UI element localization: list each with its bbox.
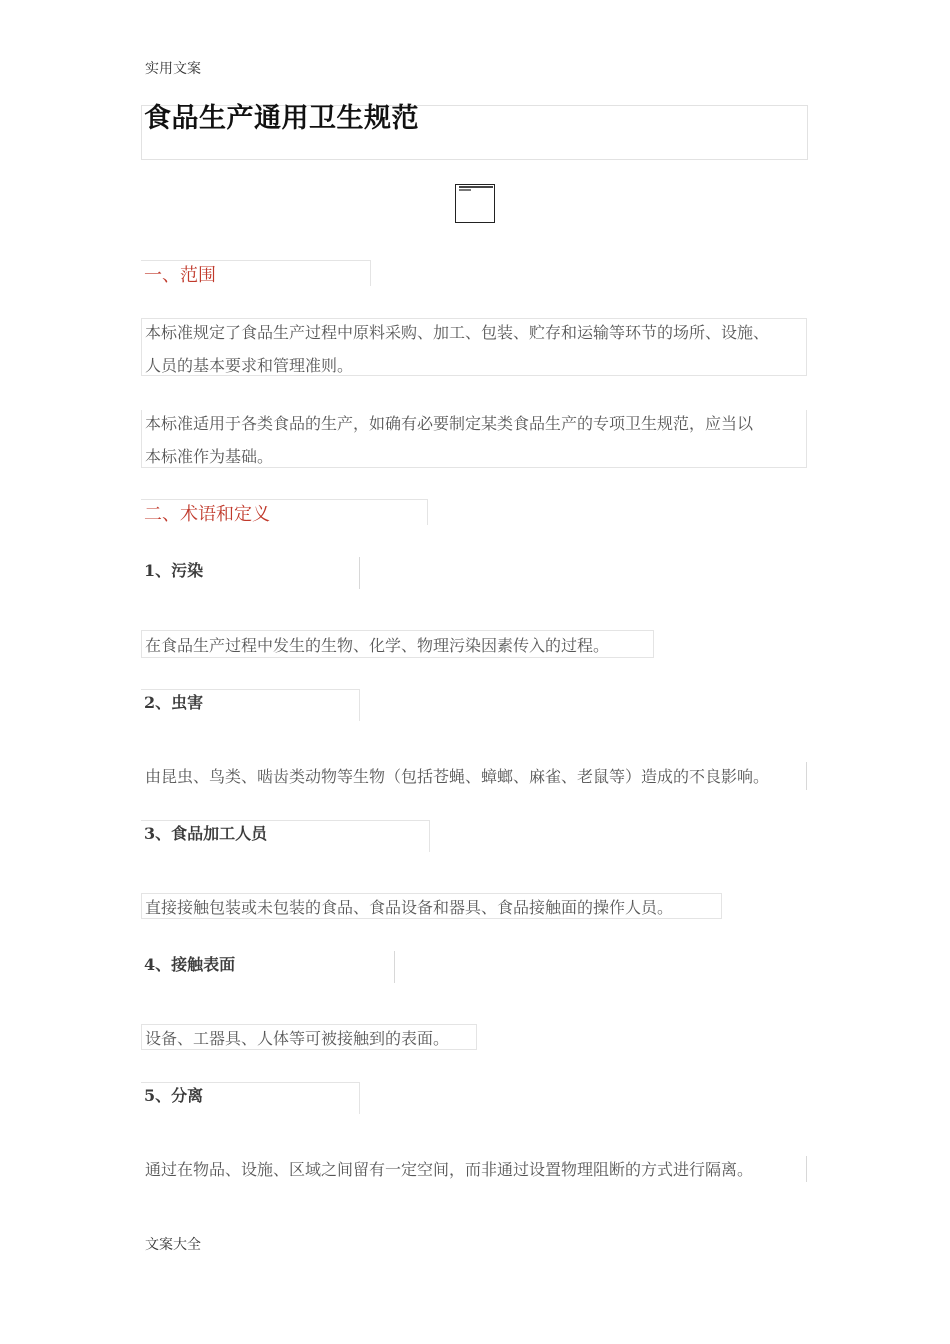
term-heading-2: 2、虫害 bbox=[144, 693, 204, 712]
term-heading-5: 5、分离 bbox=[144, 1086, 204, 1105]
scope-paragraph-2-line-1: 本标准适用于各类食品的生产，如确有必要制定某类食品生产的专项卫生规范，应当以 bbox=[145, 414, 754, 433]
section-heading-scope: 一、范围 bbox=[144, 265, 216, 286]
image-stripe bbox=[459, 186, 493, 188]
document-title: 食品生产通用卫生规范 bbox=[144, 103, 419, 134]
term-heading-1: 1、污染 bbox=[144, 561, 204, 580]
term-definition-4: 设备、工器具、人体等可被接触到的表面。 bbox=[145, 1029, 450, 1048]
page-footer: 文案大全 bbox=[145, 1237, 201, 1253]
scope-paragraph-1-line-2: 人员的基本要求和管理准则。 bbox=[145, 356, 354, 375]
page-header: 实用文案 bbox=[145, 61, 201, 77]
scope-paragraph-1-line-1: 本标准规定了食品生产过程中原料采购、加工、包装、贮存和运输等环节的场所、设施、 bbox=[145, 323, 770, 342]
scope-paragraph-2-line-2: 本标准作为基础。 bbox=[145, 447, 274, 466]
term-definition-2: 由昆虫、鸟类、啮齿类动物等生物（包括苍蝇、蟑螂、麻雀、老鼠等）造成的不良影响。 bbox=[145, 767, 770, 786]
term-definition-1: 在食品生产过程中发生的生物、化学、物理污染因素传入的过程。 bbox=[145, 636, 610, 655]
section-heading-terms: 二、术语和定义 bbox=[144, 504, 270, 525]
term-heading-3: 3、食品加工人员 bbox=[144, 824, 268, 843]
term-definition-5: 通过在物品、设施、区域之间留有一定空间，而非通过设置物理阻断的方式进行隔离。 bbox=[145, 1160, 754, 1179]
term-definition-3: 直接接触包装或未包装的食品、食品设备和器具、食品接触面的操作人员。 bbox=[145, 898, 674, 917]
term-heading-4: 4、接触表面 bbox=[144, 955, 236, 974]
embedded-image bbox=[455, 184, 495, 223]
image-stripe-short bbox=[459, 189, 471, 191]
